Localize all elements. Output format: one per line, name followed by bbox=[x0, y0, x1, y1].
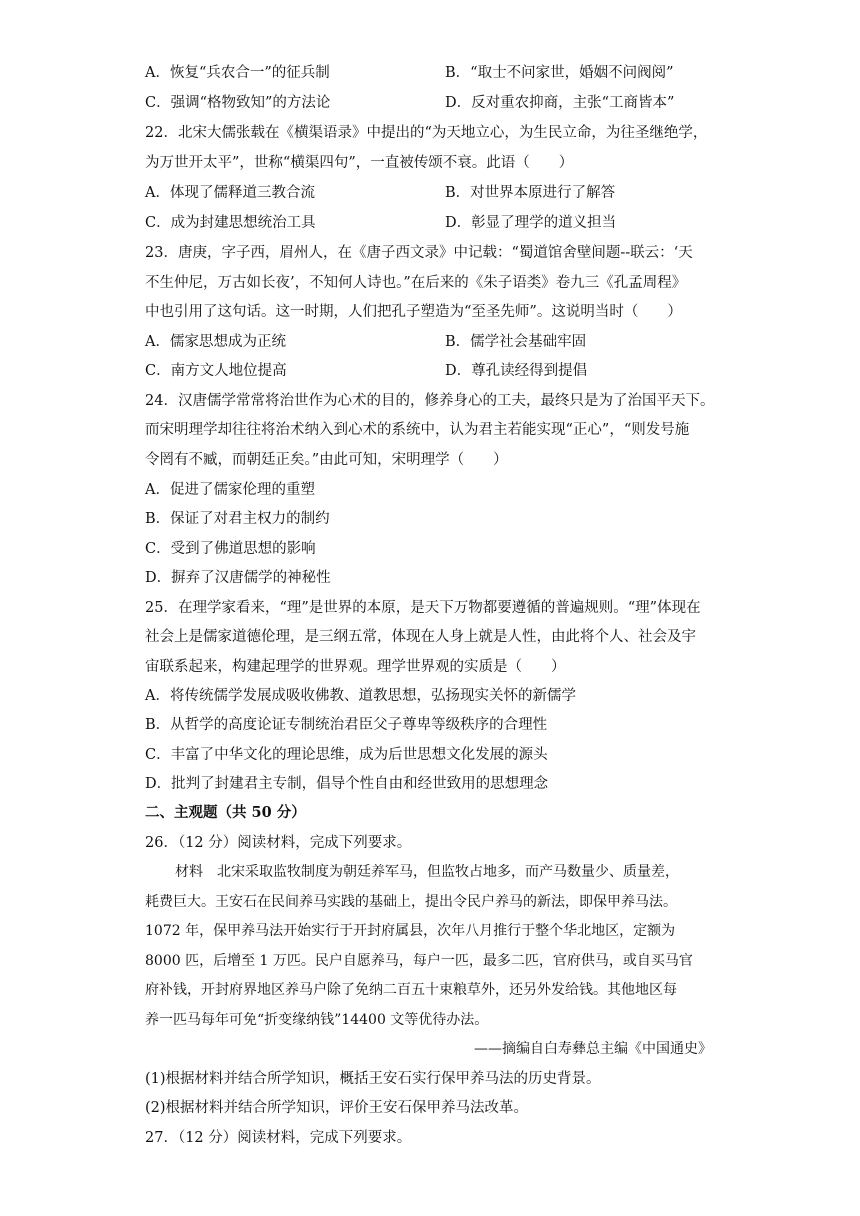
q22-stem-line-2: 为万世开太平”，世称“横渠四句”，一直被传颂不衰。此语（ ） bbox=[145, 155, 574, 171]
q24-option-a: A．促进了儒家伦理的重塑 bbox=[145, 482, 315, 498]
q26-material-line-2: 耗费巨大。王安石在民间养马实践的基础上，提出令民户养马的新法，即保甲养马法。 bbox=[145, 894, 677, 910]
q25-option-a: A．将传统儒学发展成吸收佛教、道教思想，弘扬现实关怀的新儒学 bbox=[145, 688, 576, 704]
q22-option-c: C．成为封建思想统治工具 bbox=[145, 215, 316, 231]
q22-option-d: D．彰显了理学的道义担当 bbox=[445, 215, 617, 231]
q26-material-line-3: 1072 年，保甲养马法开始实行于开封府属县，次年八月推行于整个华北地区，定额为 bbox=[145, 923, 676, 939]
q22-stem-line-1: 22．北宋大儒张载在《横渠语录》中提出的“为天地立心，为生民立命，为往圣继绝学， bbox=[145, 125, 708, 141]
q23-option-d: D．尊孔读经得到提倡 bbox=[445, 363, 588, 379]
q25-stem-line-3: 宙联系起来，构建起理学的世界观。理学世界观的实质是（ ） bbox=[145, 659, 566, 675]
q25-option-c: C．丰富了中华文化的理论思维，成为后世思想文化发展的源头 bbox=[145, 747, 548, 763]
section-title: 二、主观题（共 50 分） bbox=[145, 804, 306, 821]
q24-option-c: C．受到了佛道思想的影响 bbox=[145, 541, 316, 557]
q24-stem-line-3: 令罔有不臧，而朝廷正矣。”由此可知，宋明理学（ ） bbox=[145, 452, 508, 468]
q25-option-d: D．批判了封建君主专制，倡导个性自由和经世致用的思想理念 bbox=[145, 776, 549, 792]
q23-option-a: A．儒家思想成为正统 bbox=[145, 334, 286, 350]
q26-source: ——摘编自白寿彝总主编《中国通史》 bbox=[474, 1041, 712, 1057]
q23-stem-line-3: 中也引用了这句话。这一时期，人们把孔子塑造为“至圣先师”。这说明当时（ ） bbox=[145, 304, 682, 320]
q26-question-1: (1)根据材料并结合所学知识，概括王安石实行保甲养马法的历史背景。 bbox=[145, 1071, 601, 1087]
q26-material-line-6: 养一匹马每年可免“折变缘纳钱”14400 文等优待办法。 bbox=[145, 1012, 489, 1028]
q23-stem-line-2: 不生仲尼，万古如长夜’，不知何人诗也。”在后来的《朱子语类》卷九三《孔孟周程》 bbox=[145, 275, 687, 291]
q24-option-b: B．保证了对君主权力的制约 bbox=[145, 511, 330, 527]
q23-option-c: C．南方文人地位提高 bbox=[145, 363, 287, 379]
q26-material-line-5: 府补钱，开封府界地区养马户除了免纳二百五十束粮草外，还另外发给钱。其他地区每 bbox=[145, 982, 677, 998]
q26-intro: 26．（12 分）阅读材料，完成下列要求。 bbox=[145, 835, 412, 851]
q26-material-line-1: 材料 北宋采取监牧制度为朝廷养军马，但监牧占地多，而产马数量少、质量差， bbox=[175, 864, 679, 880]
q23-option-b: B．儒学社会基础牢固 bbox=[445, 334, 587, 350]
q26-material-line-4: 8000 匹，后增至 1 万匹。民户自愿养马，每户一匹，最多二匹，官府供马，或自买马官 bbox=[145, 953, 693, 969]
q21-option-c: C．强调“格物致知”的方法论 bbox=[145, 95, 331, 111]
q26-question-2: (2)根据材料并结合所学知识，评价王安石保甲养马法改革。 bbox=[145, 1100, 529, 1116]
q23-stem-line-1: 23．唐庚，字子西，眉州人，在《唐子西文录》中记载：“蜀道馆舍壁间题--联云：‘天 bbox=[145, 245, 693, 261]
q21-option-d: D．反对重农抑商，主张“工商皆本” bbox=[445, 95, 675, 111]
q27-intro: 27．（12 分）阅读材料，完成下列要求。 bbox=[145, 1130, 412, 1146]
q24-stem-line-2: 而宋明理学却往往将治术纳入到心术的系统中，认为君主若能实现“正心”，“则发号施 bbox=[145, 422, 690, 438]
q21-option-a: A．恢复“兵农合一”的征兵制 bbox=[145, 65, 330, 81]
q25-stem-line-1: 25．在理学家看来，“理”是世界的本原，是天下万物都要遵循的普遍规则。“理”体现在 bbox=[145, 600, 701, 616]
q24-option-d: D．摒弃了汉唐儒学的神秘性 bbox=[145, 570, 331, 586]
q22-option-b: B．对世界本原进行了解答 bbox=[445, 185, 616, 201]
q24-stem-line-1: 24．汉唐儒学常常将治世作为心术的目的，修养身心的工夫，最终只是为了治国平天下。 bbox=[145, 393, 715, 409]
q22-option-a: A．体现了儒释道三教合流 bbox=[145, 185, 315, 201]
q25-option-b: B．从哲学的高度论证专制统治君臣父子尊卑等级秩序的合理性 bbox=[145, 717, 548, 733]
q25-stem-line-2: 社会上是儒家道德伦理，是三纲五常，体现在人身上就是人性，由此将个人、社会及宇 bbox=[145, 629, 696, 645]
q21-option-b: B．“取士不问家世，婚姻不问阀阅” bbox=[445, 65, 674, 81]
